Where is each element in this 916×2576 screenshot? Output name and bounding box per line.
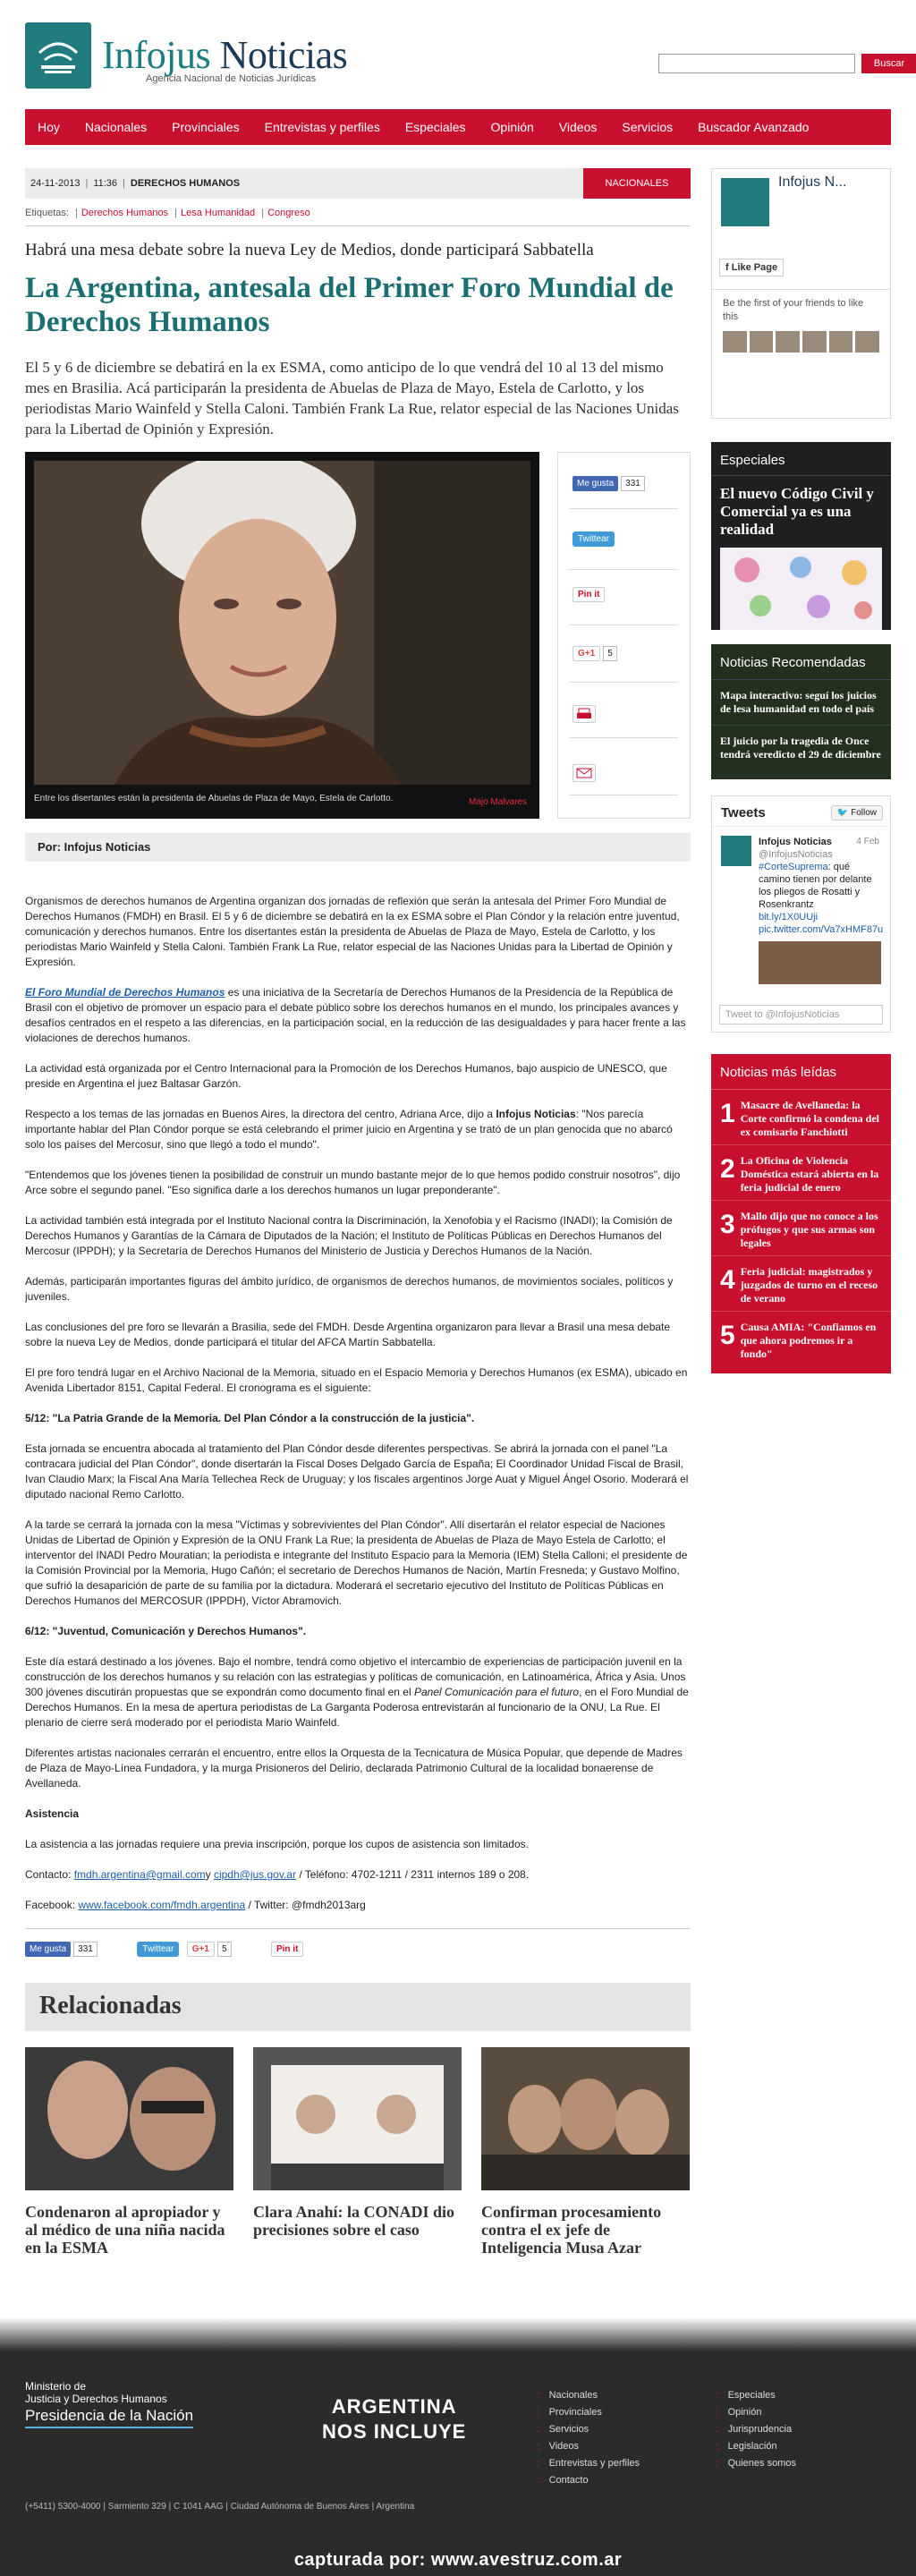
mas-leidas-heading: Noticias más leídas (711, 1054, 891, 1090)
footer-link[interactable]: :: Opinión (716, 2404, 796, 2421)
related-title[interactable]: Condenaron al apropiador y al médico de una niña nacida en la ESMA (25, 2203, 225, 2257)
fb-like-widget[interactable] (572, 476, 645, 494)
schedule-heading: 5/12: "La Patria Grande de la Memoria. Del Plan Cóndor a la construcción de la justicia". (25, 1412, 475, 1424)
paragraph: Esta jornada se encuentra abocada al tratamiento del Plan Cóndor desde diferentes perspectivas. Se abrirá la jornada con el panel "La contracara judicial del Plan Cóndor", donde disertarán la Fiscal Doses Delgado García de España; El Coordinador Unidad Fiscal de Brasil, Ivan Claudio Marx; la Fiscal Ana María Tellechea Reck de Uruguay; y los fiscales argentinos Jorge Auat y Miguel Ángel Osorio. Moderará el diputado nacional Remo Carlotto. (25, 1442, 689, 1501)
footer-link[interactable]: :: Nacionales (537, 2387, 640, 2404)
especiales-box (711, 442, 891, 630)
gplus-count: 5 (217, 1942, 232, 1957)
mas-leidas-item[interactable]: 5 Causa AMIA: "Confiamos en que ahora podremos ir a fondo" (720, 1321, 877, 1360)
fb-friends-text: Be the first of your friends to like this (723, 298, 864, 322)
footer-link[interactable]: :: Contacto (537, 2472, 640, 2489)
paragraph: Respecto a los temas de las jornadas en Buenos Aires, la directora del centro, Adriana Arce, dijo a Infojus Noticias: "Nos parecía importante hablar del Plan Cóndor porque se está celebrando el primer juicio en Argentina y se trató de un plan genocida que no abarcó solo los países del Mercosur, sino que llegó a todo el mundo". (25, 1108, 673, 1151)
article-pretitle: Habrá una mesa debate sobre la nueva Ley de Medios, donde participará Sabbatella (25, 241, 594, 259)
fb-like-page-button[interactable]: f Like Page (719, 259, 784, 276)
infojus-logo-icon[interactable] (25, 22, 91, 89)
facebook-page-widget[interactable] (711, 168, 891, 419)
follow-button[interactable]: 🐦 Follow (831, 805, 883, 820)
tweet-author[interactable]: Infojus Noticias (759, 837, 832, 847)
article-date: 24-11-2013 (30, 178, 81, 189)
article-title: La Argentina, antesala del Primer Foro Mundial de Derechos Humanos (25, 272, 674, 338)
schedule-heading: 6/12: "Juventud, Comunicación y Derechos Humanos". (25, 1625, 307, 1637)
related-image[interactable] (25, 2047, 233, 2190)
mas-leidas-item[interactable]: 4 Feria judicial: magistrados y juzgados de turno en el receso de verano (711, 1256, 891, 1312)
paragraph: Las conclusiones del pre foro se llevarán a Brasilia, sede del FMDH. Desde Argentina organizaron para llevar a Brasil una mesa debate sobre la nueva Ley de Medios, donde participará el titular del AFCA Martín Sabbatella. (25, 1321, 671, 1348)
footer-links-col1 (537, 2387, 640, 2489)
footer-link[interactable]: :: Quienes somos (716, 2455, 796, 2472)
mas-leidas-item[interactable]: 3 Mallo dijo que no conoce a los prófugos y que sus armas son legales (711, 1201, 891, 1256)
gplus-count: 5 (603, 646, 617, 661)
related-image[interactable] (481, 2047, 690, 2190)
footer-link[interactable]: :: Videos (537, 2438, 640, 2455)
related-heading: Relacionadas (25, 1983, 691, 2031)
footer-gradient (0, 2317, 916, 2351)
nav-item-videos[interactable]: Videos (558, 120, 598, 134)
sidebar (711, 168, 891, 1373)
search-button[interactable]: Buscar (861, 54, 916, 73)
logo-title[interactable]: Infojus Noticias (102, 33, 348, 77)
avatar[interactable] (721, 836, 751, 866)
nav-item-hoy[interactable]: Hoy (38, 120, 60, 134)
ministry-name[interactable]: Ministerio de Justicia y Derechos Humanos (25, 2380, 167, 2405)
pin-it-button[interactable]: Pin it (572, 587, 605, 602)
footer-links-col2 (716, 2387, 796, 2472)
article-time: 11:36 (93, 178, 118, 189)
divider (25, 1928, 691, 1929)
tag-link[interactable]: Lesa Humanidad (180, 208, 256, 218)
fb-page-name[interactable]: Infojus N... (778, 174, 847, 190)
twitter-share[interactable] (572, 531, 615, 549)
tweet-button[interactable]: Twittear (137, 1942, 179, 1957)
contact-email-link[interactable]: cipdh@jus.gov.ar (213, 1868, 296, 1881)
fb-like-count: 331 (621, 476, 645, 491)
facebook-icon: f (725, 262, 732, 273)
recomendada-item[interactable]: Mapa interactivo: seguí los juicios de lesa humanidad en todo el país (711, 680, 891, 726)
asistencia-heading: Asistencia (25, 1807, 80, 1820)
paragraph: Este día estará destinado a los jóvenes. Bajo el nombre, tendrá como objetivo el intercambio de experiencias de participación juvenil en la construcción de los derechos humanos y su relación con las estrategias y políticas de comunicación, en Latinoamérica, África y Asia. Unos 300 jóvenes discutirán propuestas que se expondrán como documento final en el Panel Comunicación para el futuro, en el Foro Mundial de Derechos Humanos. En la mesa de apertura periodistas de La Garganta Poderosa entrevistarán al funcionario de la ONU, La Rue. El plenario de cierre será moderado por el periodista Mario Wainfeld. (25, 1655, 689, 1729)
site-header (25, 0, 905, 109)
site-footer (0, 2351, 916, 2576)
infojus-logo-icon (719, 176, 771, 228)
tweet-compose-input[interactable]: Tweet to @InfojusNoticias (719, 1005, 883, 1024)
nav-item-servicios[interactable]: Servicios (622, 120, 674, 134)
footer-link[interactable]: :: Jurisprudencia (716, 2421, 796, 2438)
related-card[interactable] (253, 2047, 462, 2257)
tag-link[interactable]: Derechos Humanos (81, 208, 169, 218)
divider (25, 225, 691, 226)
photo-credit: Majo Malvares (468, 797, 527, 807)
paragraph: La actividad está organizada por el Centro Internacional para la Promoción de los Derechos Humanos, bajo auspicio de UNESCO, que preside en Argentina el juez Baltasar Garzón. (25, 1062, 667, 1090)
portrait-image (34, 461, 530, 785)
foro-mundial-link[interactable]: El Foro Mundial de Derechos Humanos (25, 986, 225, 999)
recomendadas-heading: Noticias Recomendadas (711, 644, 891, 680)
related-title[interactable]: Clara Anahí: la CONADI dio precisiones sobre el caso (253, 2203, 455, 2239)
bottom-share-bar (25, 1940, 691, 1961)
nav-item-nacionales[interactable]: Nacionales (84, 120, 148, 134)
presidency-label[interactable]: Presidencia de la Nación (25, 2407, 193, 2428)
email-icon[interactable] (572, 764, 596, 782)
logo-subtitle: Agencia Nacional de Noticias Jurídicas (146, 73, 317, 84)
paragraph: A la tarde se cerrará la jornada con la mesa "Víctimas y sobrevivientes del Plan Cóndor". Allí disertarán el relator especial de Naciones Unidas de Libertad de Opinión y Expresión de la ONU Frank La Rue; la presidenta de Abuelas de Plaza de Mayo Estela de Carlotto; el interventor del INADI Pedro Mouratian; la periodista e integrante del Instituto Espacio para la Memoria (IEM) Stella Calloni; el presidente de la Comisión Provincial por la Memoria, Hugo Cañón; el secretario de Derechos Humanos de Nación, Martín Fresneda; y Gustavo Molfino, que sufrió la desaparición de parte de su familia por la dictadura. Moderará el secretario ejecutivo del Instituto de Políticas Públicas en Derechos Humanos del MERCOSUR (IPPDH), Víctor Abramovich. (25, 1518, 688, 1607)
footer-link[interactable]: :: Especiales (716, 2387, 796, 2404)
search-input[interactable] (658, 54, 855, 73)
footer-link[interactable]: :: Entrevistas y perfiles (537, 2455, 640, 2472)
gplus-button[interactable]: G+1 (187, 1942, 215, 1957)
fb-like-button[interactable]: Me gusta (25, 1942, 71, 1957)
related-card[interactable] (481, 2047, 690, 2257)
footer-link[interactable]: :: Legislación (716, 2438, 796, 2455)
paragraph: Organismos de derechos humanos de Argentina organizan dos jornadas de reflexión que serán la antesala del Primer Foro Mundial de Derechos Humanos (FMDH) en Brasil. El 5 y 6 de diciembre se debatirá en la ex ESMA sobre el Plan Cóndor y la relación entre juventud, comunicación y derechos humanos. Entre los disertantes están la presidenta de Abuelas de Plaza de Mayo, Estela de Carlotto, y los periodistas Mario Wainfeld y Stella Caloni. También Frank La Rue, relator especial de las Naciones Unidas para la Libertad de Opinión y Expresión. (25, 895, 680, 968)
pin-it-button[interactable]: Pin it (271, 1942, 303, 1957)
tweet-item[interactable]: Infojus Noticias @InfojusNoticias #CorteSuprema: qué camino tienen por delante los pliegos de Rosatti y Rosenkrantz bit.ly/1X0UUji pic.twitter.com/Va7xHMF87u 4 Feb (712, 826, 890, 993)
twitter-bird-icon: 🐦 (836, 808, 852, 818)
tweet-date[interactable]: 4 Feb (856, 837, 879, 846)
photo-row (25, 452, 691, 828)
email-share[interactable] (572, 764, 596, 782)
share-panel (557, 452, 691, 819)
pinterest-share[interactable] (572, 587, 605, 605)
tweet-button[interactable]: Twittear (572, 531, 615, 547)
tags-label: Etiquetas: (25, 208, 69, 218)
tweet-link[interactable]: bit.ly/1X0UUji pic.twitter.com/Va7xHMF87u (759, 912, 884, 935)
paragraph: La asistencia a las jornadas requiere una previa inscripción, porque los cupos de asistencia son limitados. (25, 1838, 529, 1850)
fb-cover (712, 169, 890, 290)
related-title[interactable]: Confirman procesamiento contra el ex jefe de Inteligencia Musa Azar (481, 2203, 662, 2257)
article-meta-bar: 24-11-2013 | 11:36 | DERECHOS HUMANOS NACIONALES (25, 168, 691, 199)
footer-address: (+5411) 5300-4000 | Sarmiento 329 | C 1041 AAG | Ciudad Autónoma de Buenos Aires | Argentina (25, 2502, 415, 2512)
tweet-handle[interactable]: @InfojusNoticias (759, 849, 833, 860)
related-image[interactable] (253, 2047, 462, 2190)
photo-caption: Entre los disertantes están la presidenta de Abuelas de Plaza de Mayo, Estela de Carlotto. (34, 794, 394, 803)
nav-item-buscador[interactable]: Buscador Avanzado (698, 120, 810, 134)
especiales-image[interactable] (720, 548, 882, 630)
capture-watermark: capturada por: www.avestruz.com.ar (293, 2550, 623, 2570)
mas-leidas-item[interactable]: 2 La Oficina de Violencia Doméstica estará abierta en la feria judicial de enero (711, 1145, 891, 1201)
paragraph: La actividad también está integrada por el Instituto Nacional contra la Discriminación, la Xenofobia y el Racismo (INADI); la Comisión de Derechos Humanos y Garantías de la Cámara de Diputados de la Nación; el Instituto de Políticas Públicas en Derechos Humanos del Mercosur (IPPDH); y la Secretaría de Derechos Humanos del Ministerio de Justicia y Derechos Humanos de la Nación. (25, 1214, 673, 1257)
main-nav (25, 109, 891, 145)
twitter-widget (711, 795, 891, 1033)
argentina-nos-incluye-logo: ARGENTINA NOS INCLUYE (322, 2395, 467, 2443)
print-share[interactable] (572, 705, 596, 723)
article-section[interactable]: DERECHOS HUMANOS (130, 178, 241, 189)
tweet-image[interactable] (759, 941, 881, 984)
paragraph: El pre foro tendrá lugar en el Archivo Nacional de la Memoria, situado en el Espacio Memoria y Derechos Humanos (ex ESMA), ubicado en Avenida Libertador 8151, Capital Federal. El cronograma es el siguiente: (25, 1366, 688, 1394)
nav-item-entrevistas[interactable]: Entrevistas y perfiles (264, 120, 380, 134)
related-card[interactable] (25, 2047, 233, 2257)
facebook-link[interactable]: www.facebook.com/fmdh.argentina (78, 1899, 246, 1911)
article-column (25, 168, 691, 2257)
especiales-title[interactable]: El nuevo Código Civil y Comercial ya es una realidad (720, 485, 874, 538)
gplus-share[interactable] (572, 646, 617, 664)
recomendadas-box (711, 644, 891, 779)
paragraph: Además, participarán importantes figuras del ámbito jurídico, de organismos de derechos humanos, de movimientos sociales, políticos y juveniles. (25, 1275, 674, 1303)
tags-row: Etiquetas: | Derechos Humanos | Lesa Humanidad | Congreso (25, 208, 310, 218)
fb-like-button[interactable]: Me gusta (572, 476, 618, 491)
social-line: Facebook: www.facebook.com/fmdh.argentina / Twitter: @fmdh2013arg (25, 1899, 366, 1911)
nav-item-provinciales[interactable]: Provinciales (172, 120, 240, 134)
tag-link[interactable]: Congreso (267, 208, 310, 218)
especiales-heading[interactable]: Especiales (711, 442, 891, 476)
paragraph: Diferentes artistas nacionales cerrarán el encuentro, entre ellos la Orquesta de la Tecnicatura de Música Popular, que depende de Madres de Plaza de Mayo-Línea Fundadora, y la murga Prisioneros del Delirio, declarada Patrimonio Cultural de la localidad bonaerense de Avellaneda. (25, 1747, 683, 1790)
related-grid (25, 2047, 691, 2257)
fb-like-count: 331 (73, 1942, 98, 1957)
tweet-hashtag[interactable]: #CorteSuprema (759, 862, 828, 872)
article-author: Por: Infojus Noticias (25, 833, 691, 862)
nav-item-opinion[interactable]: Opinión (490, 120, 534, 134)
gplus-button[interactable]: G+1 (572, 646, 600, 661)
category-badge[interactable]: NACIONALES (583, 168, 691, 199)
footer-link[interactable]: :: Servicios (537, 2421, 640, 2438)
print-icon[interactable] (572, 705, 596, 723)
mas-leidas-box (711, 1054, 891, 1373)
contact-line: Contacto: fmdh.argentina@gmail.comy cipdh@jus.gov.ar / Teléfono: 4702-1211 / 2311 internos 189 o 208. (25, 1868, 530, 1881)
article-body (25, 894, 691, 1913)
recomendada-item[interactable]: El juicio por la tragedia de Once tendrá veredicto el 29 de diciembre (720, 735, 881, 761)
article-photo[interactable] (25, 452, 539, 819)
contact-email-link[interactable]: fmdh.argentina@gmail.com (73, 1868, 206, 1881)
mas-leidas-item[interactable]: 1 Masacre de Avellaneda: la Corte confirmó la condena del ex comisario Fanchiotti (711, 1090, 891, 1145)
tweets-heading: Tweets (721, 805, 766, 820)
paragraph: "Entendemos que los jóvenes tienen la posibilidad de construir un mundo bastante mejor de lo que hemos podido construir nosotros", dijo Arce sobre el segundo panel. "Eso significa darle a los derechos humanos un lugar preponderante". (25, 1169, 681, 1196)
paragraph: El Foro Mundial de Derechos Humanos es una iniciativa de la Secretaría de Derechos Humanos de la Presidencia de la República de Brasil con el objetivo de promover un espacio para el debate público sobre los derechos humanos en el mundo, los principales avances y desafíos centrados en el respeto a las diferencias, en la participación social, en la reducción de las desigualdades y para hacer frente a las violaciones de derechos humanos. (25, 986, 686, 1044)
nav-item-especiales[interactable]: Especiales (404, 120, 466, 134)
footer-link[interactable]: :: Provinciales (537, 2404, 640, 2421)
article-lead: El 5 y 6 de diciembre se debatirá en la ex ESMA, como anticipo de lo que vendrá del 10 al 13 del mismo mes en Brasilia. Acá participarán la presidenta de Abuelas de Plaza de Mayo, Estela de Carlotto, y los periodistas Mario Wainfeld y Stella Caloni. También Frank La Rue, relator especial de las Naciones Unidas para la Libertad de Opinión y Expresión. (25, 359, 679, 438)
fb-faces (712, 331, 890, 353)
